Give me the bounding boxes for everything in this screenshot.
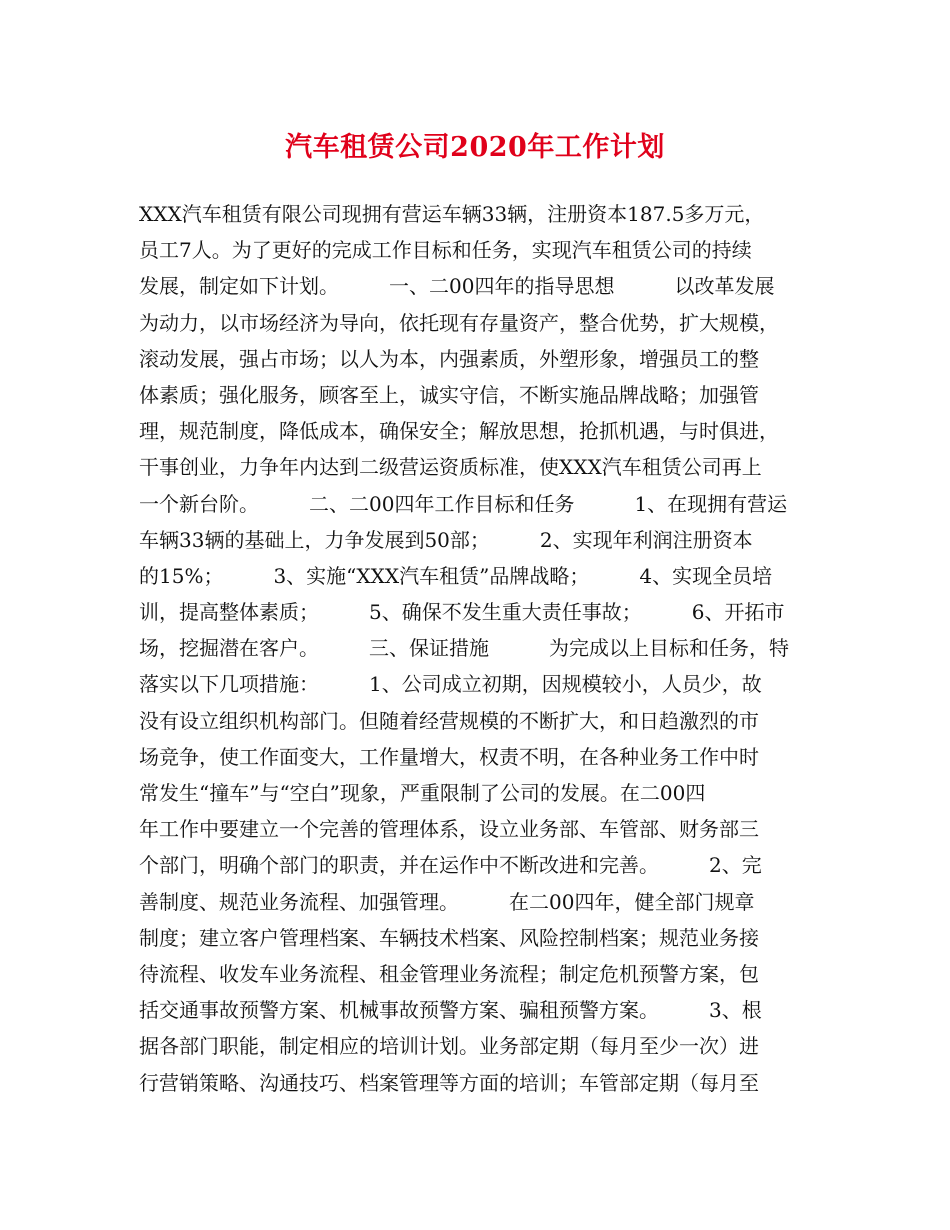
body-line: 常发生“撞车”与“空白”现象，严重限制了公司的发展。在二00四 [139,781,706,805]
body-line: 为动力，以市场经济为导向，依托现有存量资产，整合优势，扩大规模， [139,310,779,335]
body-line: 车辆33辆的基础上，力争发展到50部； 2、实现年利润注册资本 [139,527,753,552]
body-line: 训，提高整体素质； 5、确保不发生重大责任事故； 6、开拓市 [139,600,785,625]
body-line: 理，规范制度，降低成本，确保安全；解放思想，抢抓机遇，与时俱进， [139,419,779,444]
body-line: 落实以下几项措施： 1、公司成立初期，因规模较小，人员少，故 [139,672,762,697]
document-title: 汽车租赁公司2020年工作计划 [285,132,665,163]
body-line: 员工7人。为了更好的完成工作目标和任务，实现汽车租赁公司的持续 [139,238,752,263]
body-line: 一个新台阶。 二、二00四年工作目标和任务 1、在现拥有营运 [139,491,788,516]
body-line: 善制度、规范业务流程、加强管理。 在二00四年，健全部门规章 [139,889,755,914]
body-line: 场，挖掘潜在客户。 三、保证措施 为完成以上目标和任务，特 [139,636,789,661]
body-line: 行营销策略、沟通技巧、档案管理等方面的培训；车管部定期（每月至 [139,1070,759,1095]
body-line: 滚动发展，强占市场；以人为本，内强素质，外塑形象，增强员工的整 [139,346,759,371]
body-line: 个部门，明确个部门的职责，并在运作中不断改进和完善。 2、完 [139,853,762,878]
body-line: 体素质；强化服务，顾客至上，诚实守信，不断实施品牌战略；加强管 [139,382,759,407]
body-line: 括交通事故预警方案、机械事故预警方案、骗租预警方案。 3、根 [139,998,762,1023]
body-line: 制度；建立客户管理档案、车辆技术档案、风险控制档案；规范业务接 [139,925,759,950]
body-line: 场竞争，使工作面变大，工作量增大，权责不明，在各种业务工作中时 [139,744,759,769]
document-body [139,196,819,1101]
body-line: 年工作中要建立一个完善的管理体系，设立业务部、车管部、财务部三 [139,817,759,842]
body-line: 据各部门职能，制定相应的培训计划。业务部定期（每月至少一次）进 [139,1034,759,1059]
body-line: XXX汽车租赁有限公司现拥有营运车辆33辆，注册资本187.5多万元， [139,202,765,226]
body-line: 发展，制定如下计划。 一、二00四年的指导思想 以改革发展 [139,274,775,299]
body-line: 没有设立组织机构部门。但随着经营规模的不断扩大，和日趋激烈的市 [139,708,759,733]
body-line: 干事创业，力争年内达到二级营运资质标准，使XXX汽车租赁公司再上 [139,455,762,480]
body-line: 的15%； 3、实施“XXX汽车租赁”品牌战略； 4、实现全员培 [139,563,773,588]
body-line: 待流程、收发车业务流程、租金管理业务流程；制定危机预警方案，包 [139,961,759,986]
